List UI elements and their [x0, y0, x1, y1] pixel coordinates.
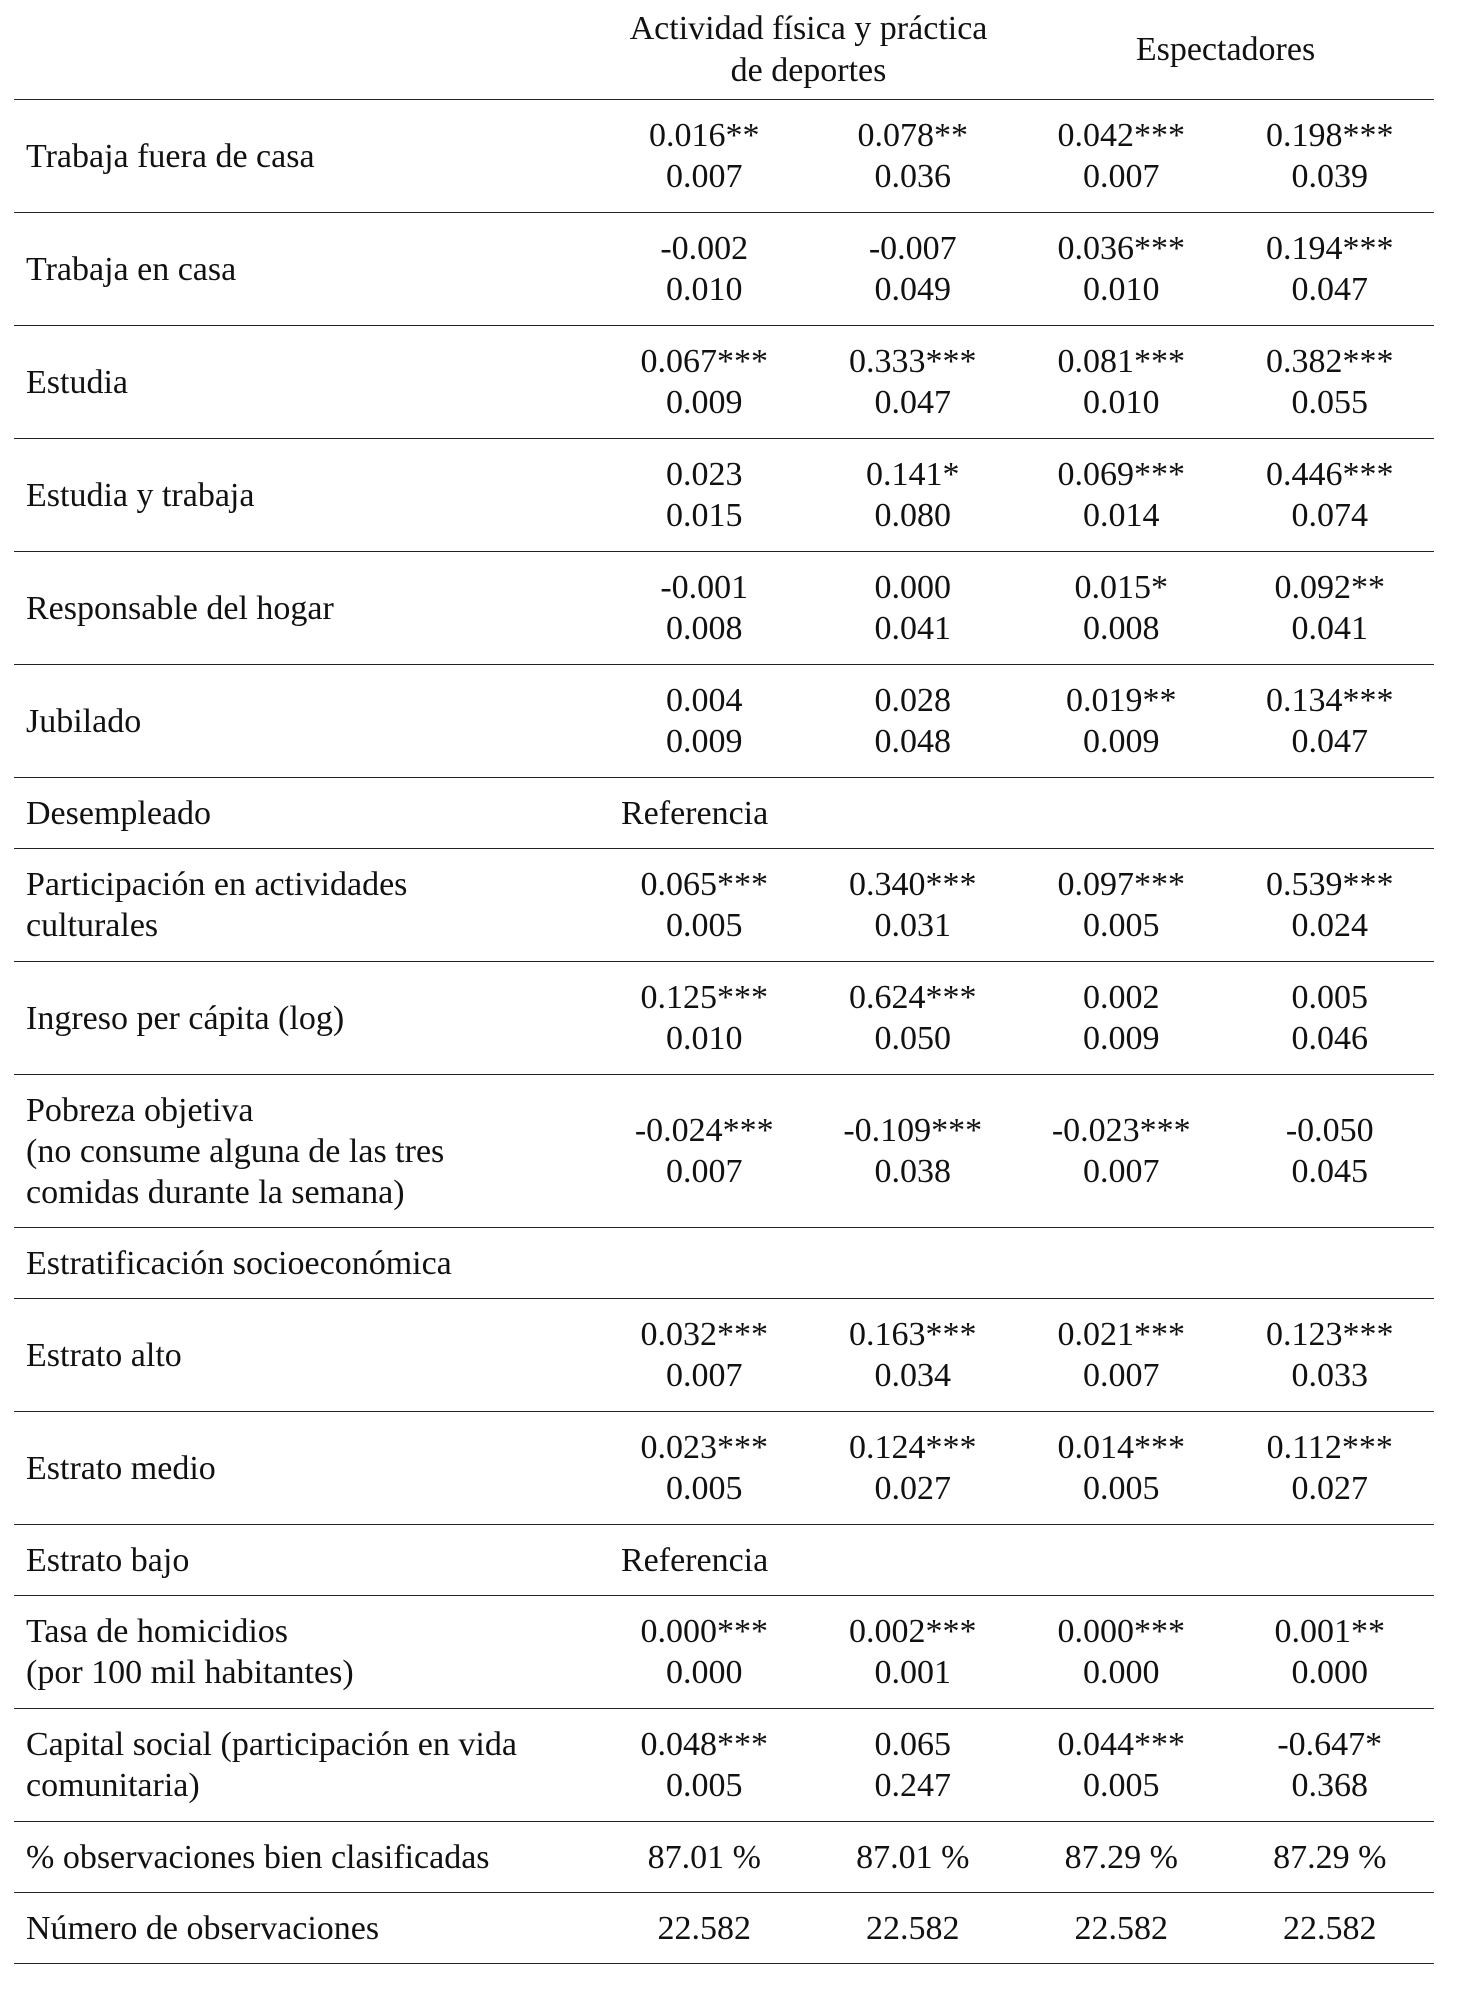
se: 0.050 — [874, 1020, 951, 1057]
table-row — [14, 1596, 1434, 1709]
row-label: Trabaja en casa — [14, 213, 600, 326]
se: 0.001 — [874, 1654, 951, 1691]
coef: 0.112*** — [1266, 1429, 1393, 1466]
cell-value — [1226, 962, 1435, 1075]
se: 0.009 — [1083, 723, 1160, 760]
cell-value: 22.582 — [600, 1893, 809, 1964]
cell-value — [809, 326, 1018, 439]
coef: 0.048*** — [640, 1726, 768, 1763]
coef: 0.004 — [666, 682, 743, 719]
coef: -0.007 — [868, 230, 957, 267]
se: 0.007 — [666, 1153, 743, 1190]
se: 0.048 — [874, 723, 951, 760]
cell-value — [1017, 439, 1226, 552]
coef: 0.028 — [874, 682, 951, 719]
se: 0.047 — [874, 384, 951, 421]
se: 0.005 — [666, 1767, 743, 1804]
coef: -0.647* — [1277, 1726, 1383, 1763]
regression-table — [14, 0, 1434, 1964]
row-label: Desempleado — [14, 778, 600, 849]
table-row — [14, 962, 1434, 1075]
coef: 0.002 — [1083, 979, 1160, 1016]
coef: -0.023*** — [1051, 1112, 1191, 1149]
se: 0.007 — [666, 1357, 743, 1394]
se: 0.009 — [666, 723, 743, 760]
section-row — [14, 1228, 1434, 1299]
cell-value — [1017, 1596, 1226, 1709]
coef: 0.539*** — [1266, 866, 1394, 903]
coef: 0.032*** — [640, 1316, 768, 1353]
cell-value — [600, 439, 809, 552]
cell-value: 22.582 — [1017, 1893, 1226, 1964]
cell-value — [1017, 849, 1226, 962]
row-label-line: comidas durante la semana) — [26, 1173, 405, 1211]
cell-value: 87.01 % — [600, 1822, 809, 1893]
cell-value — [600, 962, 809, 1075]
se: 0.007 — [1083, 158, 1160, 195]
row-label: Estrato medio — [14, 1412, 600, 1525]
se: 0.000 — [666, 1654, 743, 1691]
coef: 0.333*** — [849, 343, 977, 380]
coef: -0.001 — [660, 569, 749, 606]
cell-value — [809, 439, 1018, 552]
cell-value — [600, 849, 809, 962]
coef: 0.124*** — [849, 1429, 977, 1466]
cell-value — [1226, 1412, 1435, 1525]
coef: 0.194*** — [1266, 230, 1394, 267]
section-label: Estratificación socioeconómica — [14, 1228, 1434, 1299]
cell-value: 87.01 % — [809, 1822, 1018, 1893]
se: 0.024 — [1291, 907, 1368, 944]
cell-value — [1226, 326, 1435, 439]
row-label: Estrato bajo — [14, 1525, 600, 1596]
row-label-line: Pobreza objetiva — [26, 1091, 254, 1129]
cell-value — [809, 213, 1018, 326]
se: 0.027 — [1291, 1470, 1368, 1507]
row-label: Número de observaciones — [14, 1893, 600, 1964]
se: 0.049 — [874, 271, 951, 308]
coef: 0.044*** — [1057, 1726, 1185, 1763]
coef: 0.092** — [1274, 569, 1385, 606]
cell-value: 87.29 % — [1017, 1822, 1226, 1893]
cell-value — [1017, 213, 1226, 326]
cell-value — [809, 962, 1018, 1075]
row-label-line: (no consume alguna de las tres — [26, 1132, 445, 1170]
coef: 0.001** — [1274, 1613, 1385, 1650]
cell-value — [1017, 326, 1226, 439]
se: 0.368 — [1291, 1767, 1368, 1804]
se: 0.047 — [1291, 271, 1368, 308]
se: 0.015 — [666, 497, 743, 534]
header-group-espectadores: Espectadores — [1017, 0, 1434, 100]
se: 0.007 — [1083, 1357, 1160, 1394]
coef: 0.067*** — [640, 343, 768, 380]
cell-value — [1226, 1709, 1435, 1822]
cell-value — [1226, 100, 1435, 213]
cell-value — [1017, 552, 1226, 665]
coef: -0.024*** — [634, 1112, 774, 1149]
table-row — [14, 213, 1434, 326]
coef: -0.002 — [660, 230, 749, 267]
se: 0.009 — [1083, 1020, 1160, 1057]
summary-row — [14, 1822, 1434, 1893]
cell-value — [809, 665, 1018, 778]
cell-value — [1226, 849, 1435, 962]
coef: 0.002*** — [849, 1613, 977, 1650]
row-label-line: Participación en actividades — [26, 866, 408, 903]
reference-row — [14, 778, 1434, 849]
coef: 0.125*** — [640, 979, 768, 1016]
table-row — [14, 100, 1434, 213]
cell-value — [600, 1709, 809, 1822]
coef: 0.624*** — [849, 979, 977, 1016]
table-row — [14, 849, 1434, 962]
cell-value — [1017, 1075, 1226, 1228]
cell-value — [809, 849, 1018, 962]
cell-value — [1226, 213, 1435, 326]
cell-value — [1226, 552, 1435, 665]
cell-value — [1226, 1299, 1435, 1412]
cell-value — [600, 1299, 809, 1412]
se: 0.039 — [1291, 158, 1368, 195]
se: 0.005 — [666, 1470, 743, 1507]
cell-value — [809, 1596, 1018, 1709]
se: 0.033 — [1291, 1357, 1368, 1394]
coef: 0.069*** — [1057, 456, 1185, 493]
se: 0.041 — [1291, 610, 1368, 647]
row-label-line: culturales — [26, 907, 159, 944]
row-label: % observaciones bien clasificadas — [14, 1822, 600, 1893]
table-row — [14, 326, 1434, 439]
row-label: Estrato alto — [14, 1299, 600, 1412]
se: 0.005 — [1083, 907, 1160, 944]
coef: 0.065 — [874, 1726, 951, 1763]
cell-value — [809, 552, 1018, 665]
row-label — [14, 1075, 600, 1228]
se: 0.027 — [874, 1470, 951, 1507]
coef: 0.019** — [1066, 682, 1177, 719]
cell-value — [1017, 100, 1226, 213]
cell-value — [600, 665, 809, 778]
cell-value: 87.29 % — [1226, 1822, 1435, 1893]
header-blank — [14, 0, 600, 100]
row-label: Estudia — [14, 326, 600, 439]
cell-value — [1226, 1075, 1435, 1228]
se: 0.008 — [1083, 610, 1160, 647]
cell-value — [600, 326, 809, 439]
table-row — [14, 552, 1434, 665]
cell-value: 22.582 — [809, 1893, 1018, 1964]
row-label — [14, 1596, 600, 1709]
coef: 0.014*** — [1057, 1429, 1185, 1466]
se: 0.010 — [666, 271, 743, 308]
cell-value — [1226, 439, 1435, 552]
se: 0.010 — [666, 1020, 743, 1057]
cell-value — [1017, 1299, 1226, 1412]
summary-row — [14, 1893, 1434, 1964]
header-row — [14, 0, 1434, 100]
se: 0.074 — [1291, 497, 1368, 534]
coef: 0.123*** — [1266, 1316, 1394, 1353]
coef: 0.015* — [1074, 569, 1168, 606]
coef: 0.081*** — [1057, 343, 1185, 380]
cell-value — [600, 213, 809, 326]
se: 0.009 — [666, 384, 743, 421]
se: 0.247 — [874, 1767, 951, 1804]
se: 0.010 — [1083, 384, 1160, 421]
coef: 0.065*** — [640, 866, 768, 903]
cell-value — [1017, 962, 1226, 1075]
se: 0.045 — [1291, 1153, 1368, 1190]
coef: 0.042*** — [1057, 117, 1185, 154]
row-label: Ingreso per cápita (log) — [14, 962, 600, 1075]
cell-value — [1226, 665, 1435, 778]
cell-value — [809, 1709, 1018, 1822]
se: 0.031 — [874, 907, 951, 944]
se: 0.007 — [1083, 1153, 1160, 1190]
row-label: Responsable del hogar — [14, 552, 600, 665]
se: 0.008 — [666, 610, 743, 647]
cell-value — [809, 1299, 1018, 1412]
table-row — [14, 1709, 1434, 1822]
cell-value — [600, 1412, 809, 1525]
se: 0.007 — [666, 158, 743, 195]
cell-value — [809, 1075, 1018, 1228]
table-row — [14, 1299, 1434, 1412]
coef: 0.382*** — [1266, 343, 1394, 380]
header-group-actividad — [600, 0, 1017, 100]
reference-row — [14, 1525, 1434, 1596]
cell-value — [1226, 1596, 1435, 1709]
se: 0.005 — [1083, 1767, 1160, 1804]
se: 0.055 — [1291, 384, 1368, 421]
coef: 0.005 — [1291, 979, 1368, 1016]
se: 0.034 — [874, 1357, 951, 1394]
header-group-actividad-line2: de deportes — [730, 51, 887, 89]
se: 0.005 — [666, 907, 743, 944]
coef: -0.109*** — [843, 1112, 983, 1149]
cell-value — [600, 100, 809, 213]
se: 0.014 — [1083, 497, 1160, 534]
row-label-line: (por 100 mil habitantes) — [26, 1654, 354, 1691]
coef: -0.050 — [1285, 1112, 1374, 1149]
row-label: Estudia y trabaja — [14, 439, 600, 552]
header-group-actividad-line1: Actividad física y práctica — [629, 9, 988, 47]
cell-value — [600, 552, 809, 665]
cell-value — [600, 1596, 809, 1709]
se: 0.047 — [1291, 723, 1368, 760]
se: 0.041 — [874, 610, 951, 647]
coef: 0.000 — [874, 569, 951, 606]
se: 0.000 — [1291, 1654, 1368, 1691]
se: 0.036 — [874, 158, 951, 195]
coef: 0.036*** — [1057, 230, 1185, 267]
row-label-line: Tasa de homicidios — [26, 1613, 289, 1650]
cell-value — [600, 1075, 809, 1228]
se: 0.080 — [874, 497, 951, 534]
se: 0.038 — [874, 1153, 951, 1190]
coef: 0.141* — [866, 456, 960, 493]
cell-value — [1017, 665, 1226, 778]
cell-value — [1017, 1709, 1226, 1822]
row-label — [14, 849, 600, 962]
se: 0.000 — [1083, 1654, 1160, 1691]
coef: 0.078** — [857, 117, 968, 154]
row-label: Jubilado — [14, 665, 600, 778]
coef: 0.198*** — [1266, 117, 1394, 154]
table-row — [14, 1412, 1434, 1525]
coef: 0.134*** — [1266, 682, 1394, 719]
coef: 0.000*** — [640, 1613, 768, 1650]
coef: 0.340*** — [849, 866, 977, 903]
cell-value — [809, 100, 1018, 213]
coef: 0.021*** — [1057, 1316, 1185, 1353]
row-label-line: comunitaria) — [26, 1767, 200, 1804]
cell-value: 22.582 — [1226, 1893, 1435, 1964]
coef: 0.097*** — [1057, 866, 1185, 903]
coef: 0.023*** — [640, 1429, 768, 1466]
table-row — [14, 1075, 1434, 1228]
table-row — [14, 665, 1434, 778]
row-label-line: Capital social (participación en vida — [26, 1726, 517, 1763]
reference-label: Referencia — [600, 778, 1434, 849]
coef: 0.023 — [666, 456, 743, 493]
row-label — [14, 1709, 600, 1822]
cell-value — [809, 1412, 1018, 1525]
table-row — [14, 439, 1434, 552]
coef: 0.000*** — [1057, 1613, 1185, 1650]
se: 0.046 — [1291, 1020, 1368, 1057]
cell-value — [1017, 1412, 1226, 1525]
row-label: Trabaja fuera de casa — [14, 100, 600, 213]
coef: 0.016** — [649, 117, 760, 154]
se: 0.010 — [1083, 271, 1160, 308]
coef: 0.163*** — [849, 1316, 977, 1353]
reference-label: Referencia — [600, 1525, 1434, 1596]
coef: 0.446*** — [1266, 456, 1394, 493]
se: 0.005 — [1083, 1470, 1160, 1507]
